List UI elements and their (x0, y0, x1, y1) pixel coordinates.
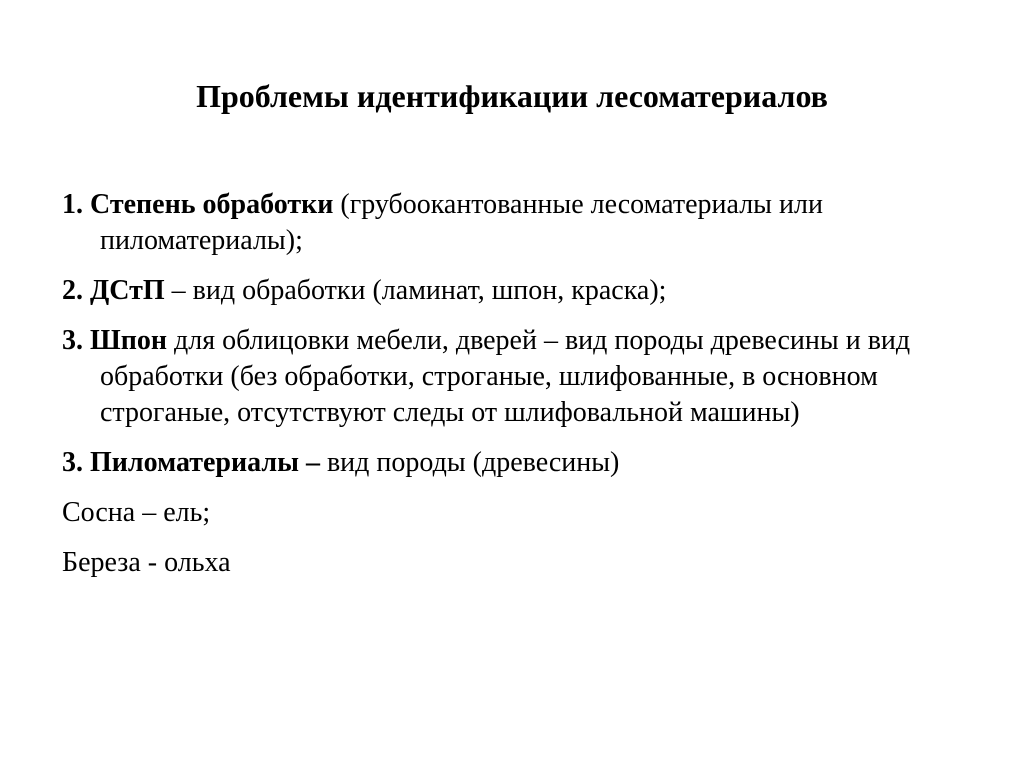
line-pine-spruce: Сосна – ель; (62, 497, 211, 528)
item-heading: 2. ДСтП (62, 275, 165, 306)
list-item-veneer (62, 323, 962, 431)
item-heading: 3. Пиломатериалы – (62, 447, 320, 478)
list-item-processing-degree (62, 187, 962, 259)
item-heading: 1. Степень обработки (62, 189, 334, 220)
line-birch-alder: Береза - ольха (62, 547, 231, 578)
slide-title: Проблемы идентификации лесоматериалов (196, 78, 828, 114)
list-item-sawn-timber (62, 445, 962, 481)
item-text: – вид обработки (ламинат, шпон, краска); (164, 275, 667, 306)
list-item-chipboard (62, 273, 962, 309)
item-text: для облицовки мебели, дверей – вид породы древесины и вид обработки (без обработки, строганые, шлифованные, в основном строганые, отсутствуют следы от шлифовальной машины) (100, 325, 911, 428)
item-heading: 3. Шпон (62, 325, 168, 356)
item-text: (грубоокантованные лесоматериалы или пиломатериалы); (100, 189, 823, 256)
item-text: вид породы (древесины) (319, 447, 620, 478)
slide-body (62, 187, 962, 595)
